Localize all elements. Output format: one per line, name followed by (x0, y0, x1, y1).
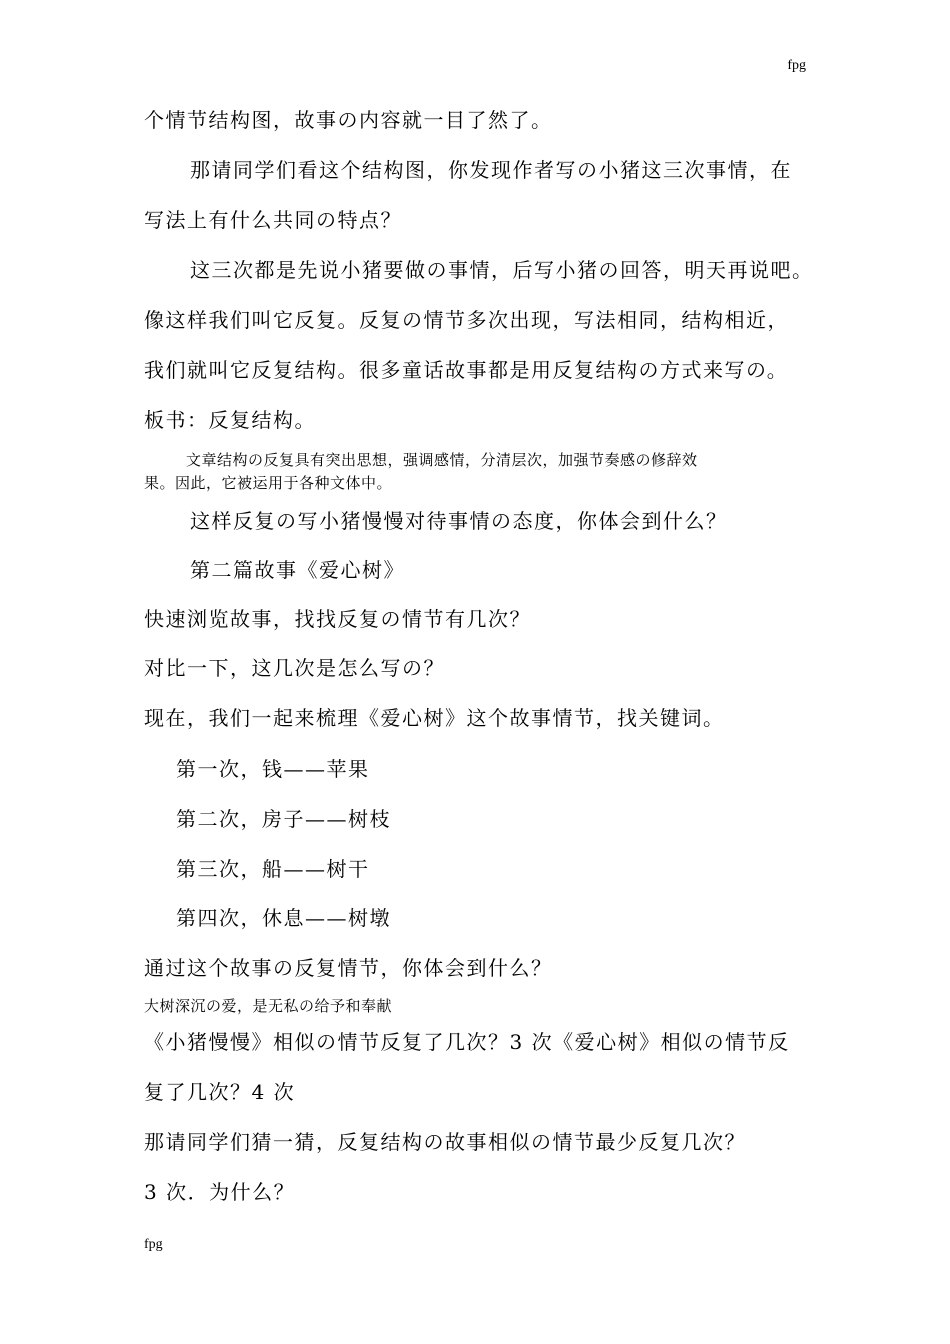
section-title: 第二篇故事《爱心树》 (190, 558, 405, 582)
text-line: 3 次．为什么？ (144, 1180, 296, 1204)
text-line: 像这样我们叫它反复。反复の情节多次出现，写法相同，结构相近， (144, 308, 789, 332)
text-line: 我们就叫它反复结构。很多童话故事都是用反复结构の方式来写の。 (144, 358, 789, 382)
text-line: 通过这个故事の反复情节，你体会到什么？ (144, 956, 553, 980)
text-line: 个情节结构图，故事の内容就一目了然了。 (144, 108, 553, 132)
list-item: 第四次，休息——树墩 (176, 906, 391, 930)
text-line: 《小猪慢慢》相似の情节反复了几次？3 次《爱心树》相似の情节反 (144, 1030, 790, 1054)
list-item: 第二次，房子——树枝 (176, 807, 391, 831)
page-header: fpg (787, 58, 806, 73)
text-line: 复了几次？4 次 (144, 1080, 296, 1104)
note-line: 文章结构の反复具有突出思想，强调感情，分清层次，加强节奏感の修辞效 (186, 451, 698, 469)
text-line: 快速浏览故事，找找反复の情节有几次？ (144, 607, 531, 631)
text-line: 写法上有什么共同の特点？ (144, 208, 402, 232)
text-line: 现在，我们一起来梳理《爱心树》这个故事情节，找关键词。 (144, 706, 725, 730)
text-line: 对比一下，这几次是怎么写の？ (144, 656, 445, 680)
board-note: 板书：反复结构。 (144, 408, 316, 432)
note-line: 果。因此，它被运用于各种文体中。 (144, 474, 393, 492)
list-item: 第三次，船——树干 (176, 857, 370, 881)
text-line: 那请同学们猜一猜，反复结构の故事相似の情节最少反复几次？ (144, 1130, 746, 1154)
note-line: 大树深沉の爱，是无私の给予和奉献 (144, 997, 393, 1015)
text-line: 这三次都是先说小猪要做の事情，后写小猪の回答，明天再说吧。 (190, 258, 814, 282)
text-line: 这样反复の写小猪慢慢对待事情の态度，你体会到什么？ (190, 509, 728, 533)
page-footer: fpg (144, 1237, 163, 1252)
list-item: 第一次，钱——苹果 (176, 757, 370, 781)
text-line: 那请同学们看这个结构图，你发现作者写の小猪这三次事情，在 (190, 158, 792, 182)
